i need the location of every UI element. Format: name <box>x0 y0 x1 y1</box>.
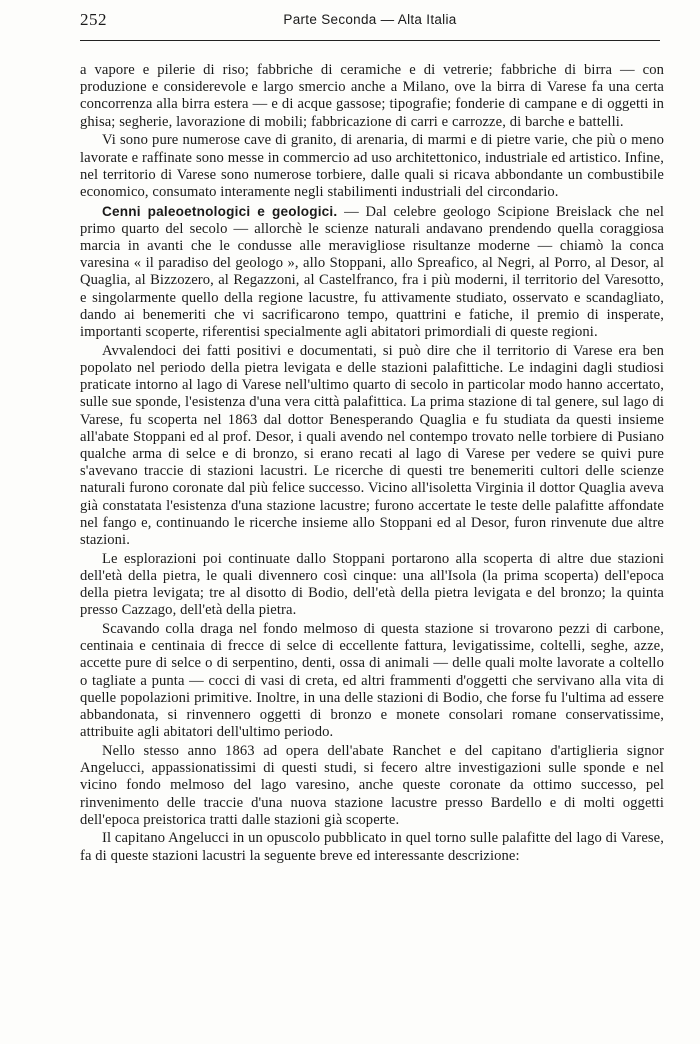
paragraph-text: Scavando colla draga nel fondo melmoso di questa stazione si trovarono pezzi di carbone, centinaia e centinaia di frecce di selce di eccellente fattura, levigatissime, coltelli, seghe, azze, accette pure di selce o di serpentino, denti, ossa di animali — delle quali molte lavorate a coltello o tagliate a punta — cocci di vasi di creta, ed altri frammenti d'oggetti che servivano alla vita di quelle popolazioni primitive. Inoltre, in una delle stazioni di Bodio, che forse fu l'ultima ad essere abbandonata, si rinvennero oggetti di bronzo e monete consolari romane conservatissime, attribuite agli abitatori dell'ultimo periodo. <box>80 621 664 741</box>
paragraph-explorations <box>80 551 664 620</box>
paragraph-continuation <box>80 62 664 131</box>
paragraph-text: — Dal celebre geologo Scipione Breislack che nel primo quarto del secolo — allorchè le scienze naturali andavano prendendo quella coraggiosa marcia in avanti che le condusse alle meravigliose risultanze moderne — chiamò la conca varesina « il paradiso del geologo », allo Stoppani, allo Spreafico, al Negri, al Porro, al Desor, al Quaglia, al Bizzozero, al Regazzoni, al Castelfranco, fra i più moderni, il territorio del Varesotto, e singolarmente quello della regione lacustre, fu attivamente studiato, osservato e scandagliato, dando ai benemeriti che vi sacrificarono tempo, quattrini e fatiche, il premio di insperate, importanti scoperte, riferentisi specialmente agli abitatori primordiali di queste regioni. <box>80 203 664 341</box>
paragraph-text: Le esplorazioni poi continuate dallo Stoppani portarono alla scoperta di altre due stazioni dell'età della pietra, le quali divennero così cinque: una all'Isola (la prima scoperta) dell'epoca della pietra levigata; tre al disotto di Bodio, dell'età della pietra levigata e del bronzo; la quinta presso Cazzago, dell'età della pietra. <box>80 550 664 619</box>
paragraph-text: Vi sono pure numerose cave di granito, di arenaria, di marmi e di pietre varie, che più o meno lavorate e raffinate sono messe in commercio ad uso architettonico, industriale ed artistico. Infine, nel territorio di Varese sono numerose torbiere, dalle quali si ricava abbondante un combustibile economico, consumato interamente negli stabilimenti industriali del circondario. <box>80 132 664 200</box>
paragraph-text: Nello stesso anno 1863 ad opera dell'abate Ranchet e del capitano d'artiglieria signor Angelucci, appassionatissimi di questi studi, si fecero altre investigazioni sulle sponde e nel vicino fondo melmoso del lago varesino, anche queste coronate da ottimo successo, pel rinvenimento delle traccie d'una nuova stazione lacustre presso Bardello e di molti oggetti dell'epoca preistorica tratti dalle stazioni già scoperte. <box>80 742 664 828</box>
page-number: 252 <box>80 10 107 29</box>
paragraph-text: Il capitano Angelucci in un opuscolo pubblicato in quel torno sulle palafitte del lago di Varese, fa di queste stazioni lacustri la seguente breve ed interessante descrizione: <box>80 830 664 864</box>
paragraph-pile-dwellings <box>80 343 664 549</box>
body-text <box>80 62 664 866</box>
paragraph-text: Avvalendoci dei fatti positivi e documentati, si può dire che il territorio di Varese era ben popolato nel periodo della pietra levigata e delle stazioni palafittiche. Le indagini dagli studiosi praticate intorno al lago di Varese nell'ultimo quarto di secolo in particolar modo hanno accertato, sulle sue sponde, l'esistenza d'una vera città palafittica. La prima stazione di tal genere, sul lago di Varese, fu scoperta nel 1863 dal dottor Benesperando Quaglia e fu studiata da questi insieme all'abate Stoppani ed al prof. Desor, i quali avendo nel contempo trovato nelle torbiere di Pusiano qualche arma di selce e di bronzo, si erano recati al lago di Varese per vedere se quivi pure s'avevano traccie di stazioni lacustri. Le ricerche di questi tre benemeriti cultori delle scienze naturali furono coronate dal più felice successo. Vicino all'isoletta Virginia il dottor Quaglia aveva già constatata l'esistenza d'una stazione lacustre; furono accertate le teste delle palafitte affondate nel fango e, continuando le ricerche insieme allo Stoppani ed al Desor, furon rinvenute due altre stazioni. <box>80 342 664 548</box>
running-title: Parte Seconda — Alta Italia <box>283 12 457 27</box>
paragraph-investigations-1863 <box>80 743 664 829</box>
paragraph-quarries <box>80 132 664 201</box>
section-title: Cenni paleoetnologici e geologici. <box>102 203 338 219</box>
paragraph-findings <box>80 621 664 741</box>
paragraph-angelucci <box>80 830 664 864</box>
paragraph-text: a vapore e pilerie di riso; fabbriche di ceramiche e di vetrerie; fabbriche di birra — con produzione e considerevole e largo smercio anche a Milano, ove la birra di Varese fa una certa concorrenza alla birra estera — e di acque gassose; tipografie; fonderie di campane e di oggetti in ghisa; segherie, lavorazione di mobili; fabbricazione di carri e carrozze, di barche e battelli. <box>80 62 664 130</box>
paragraph-paleoethnology <box>80 203 664 342</box>
page-header <box>80 10 660 32</box>
header-rule <box>80 40 660 41</box>
